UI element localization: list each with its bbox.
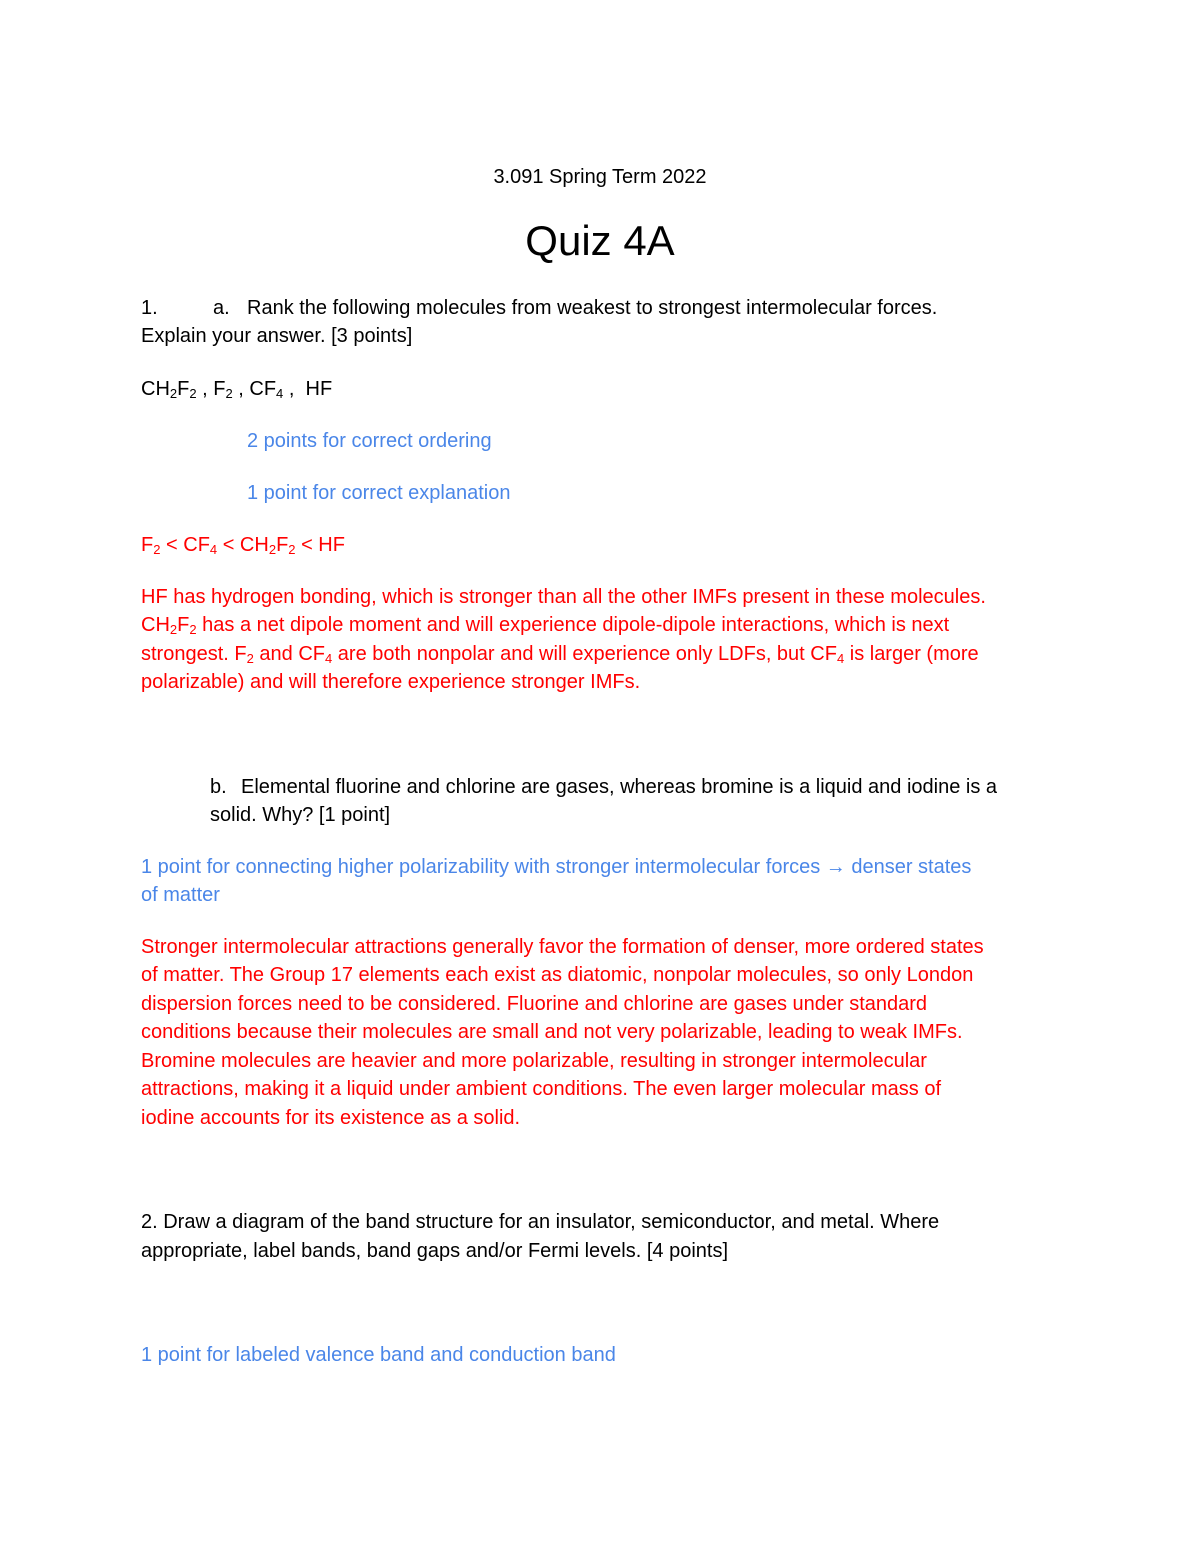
answer-1a-explanation-line4: polarizable) and will therefore experience stronger IMFs. — [141, 671, 641, 693]
answer-text: F — [141, 534, 154, 556]
molecule-text: , F — [196, 378, 226, 400]
rubric-1a-explanation: 1 point for correct explanation — [247, 482, 511, 504]
question-1a-prompt-line1: Rank the following molecules from weakest to strongest intermolecular forces. — [247, 297, 938, 319]
answer-text: CH — [141, 614, 170, 636]
answer-text: is larger (more — [844, 643, 979, 665]
rubric-1b-line1: 1 point for connecting higher polarizability with stronger intermolecular forces → denser states — [141, 856, 972, 878]
answer-1b-line4: conditions because their molecules are small and not very polarizable, leading to weak IMFs. — [141, 1021, 963, 1043]
subscript: 2 — [268, 542, 277, 557]
answer-text: are both nonpolar and will experience only LDFs, but CF — [332, 643, 837, 665]
rubric-2-bands: 1 point for labeled valence band and conduction band — [141, 1344, 616, 1366]
answer-1a-explanation-line2 — [141, 611, 949, 639]
molecule-text: F — [177, 378, 190, 400]
subscript: 4 — [276, 386, 284, 401]
rubric-1b-line2: of matter — [141, 884, 220, 906]
subscript: 2 — [169, 622, 178, 637]
question-1b-letter: b. — [210, 776, 227, 798]
answer-text: F — [177, 614, 190, 636]
rubric-1a-ordering: 2 points for correct ordering — [247, 430, 492, 452]
answer-text: has a net dipole moment and will experience dipole-dipole interactions, which is next — [196, 614, 950, 636]
molecule-text: , CF — [232, 378, 277, 400]
answer-1b-line1: Stronger intermolecular attractions generally favor the formation of denser, more ordered states — [141, 936, 984, 958]
molecule-list — [141, 375, 332, 403]
course-term: 3.091 Spring Term 2022 — [493, 166, 707, 188]
answer-1a-explanation-line1: HF has hydrogen bonding, which is stronger than all the other IMFs present in these molecules. — [141, 586, 986, 608]
answer-text: strongest. F — [141, 643, 247, 665]
subscript: 2 — [189, 622, 197, 637]
answer-text: F — [276, 534, 289, 556]
answer-text: < CF — [160, 534, 210, 556]
question-2-prompt-line2: appropriate, label bands, band gaps and/or Fermi levels. [4 points] — [141, 1240, 729, 1262]
answer-1b-line5: Bromine molecules are heavier and more polarizable, resulting in stronger intermolecular — [141, 1050, 927, 1072]
answer-text: < HF — [295, 534, 345, 556]
subscript: 2 — [225, 386, 233, 401]
question-1-number: 1. — [141, 297, 158, 319]
answer-1b-line3: dispersion forces need to be considered. Fluorine and chlorine are gases under standard — [141, 993, 928, 1015]
answer-1a-ordering — [141, 531, 345, 559]
subscript: 2 — [246, 651, 254, 666]
subscript: 4 — [209, 542, 218, 557]
page-title: Quiz 4A — [525, 217, 675, 264]
question-2-prompt-line1: 2. Draw a diagram of the band structure for an insulator, semiconductor, and metal. Where — [141, 1211, 940, 1233]
answer-1b-line2: of matter. The Group 17 elements each exist as diatomic, nonpolar molecules, so only London — [141, 964, 974, 986]
subscript: 4 — [836, 651, 845, 666]
question-1a-prompt-line2: Explain your answer. [3 points] — [141, 325, 413, 347]
molecule-text: CH — [141, 378, 170, 400]
question-1a-letter: a. — [213, 297, 230, 319]
subscript: 2 — [189, 386, 197, 401]
answer-text: and CF — [253, 643, 325, 665]
answer-1a-explanation-line3 — [141, 640, 979, 668]
question-1b-prompt-line1: Elemental fluorine and chlorine are gases, whereas bromine is a liquid and iodine is a — [241, 776, 997, 798]
question-1b-prompt-line2: solid. Why? [1 point] — [210, 804, 391, 826]
answer-1b-line6: attractions, making it a liquid under ambient conditions. The even larger molecular mass of — [141, 1078, 942, 1100]
answer-1b-line7: iodine accounts for its existence as a solid. — [141, 1107, 521, 1129]
answer-text: < CH — [217, 534, 269, 556]
subscript: 4 — [325, 651, 333, 666]
subscript: 2 — [288, 542, 296, 557]
subscript: 2 — [169, 386, 178, 401]
molecule-text: , HF — [283, 378, 333, 400]
subscript: 2 — [153, 542, 161, 557]
